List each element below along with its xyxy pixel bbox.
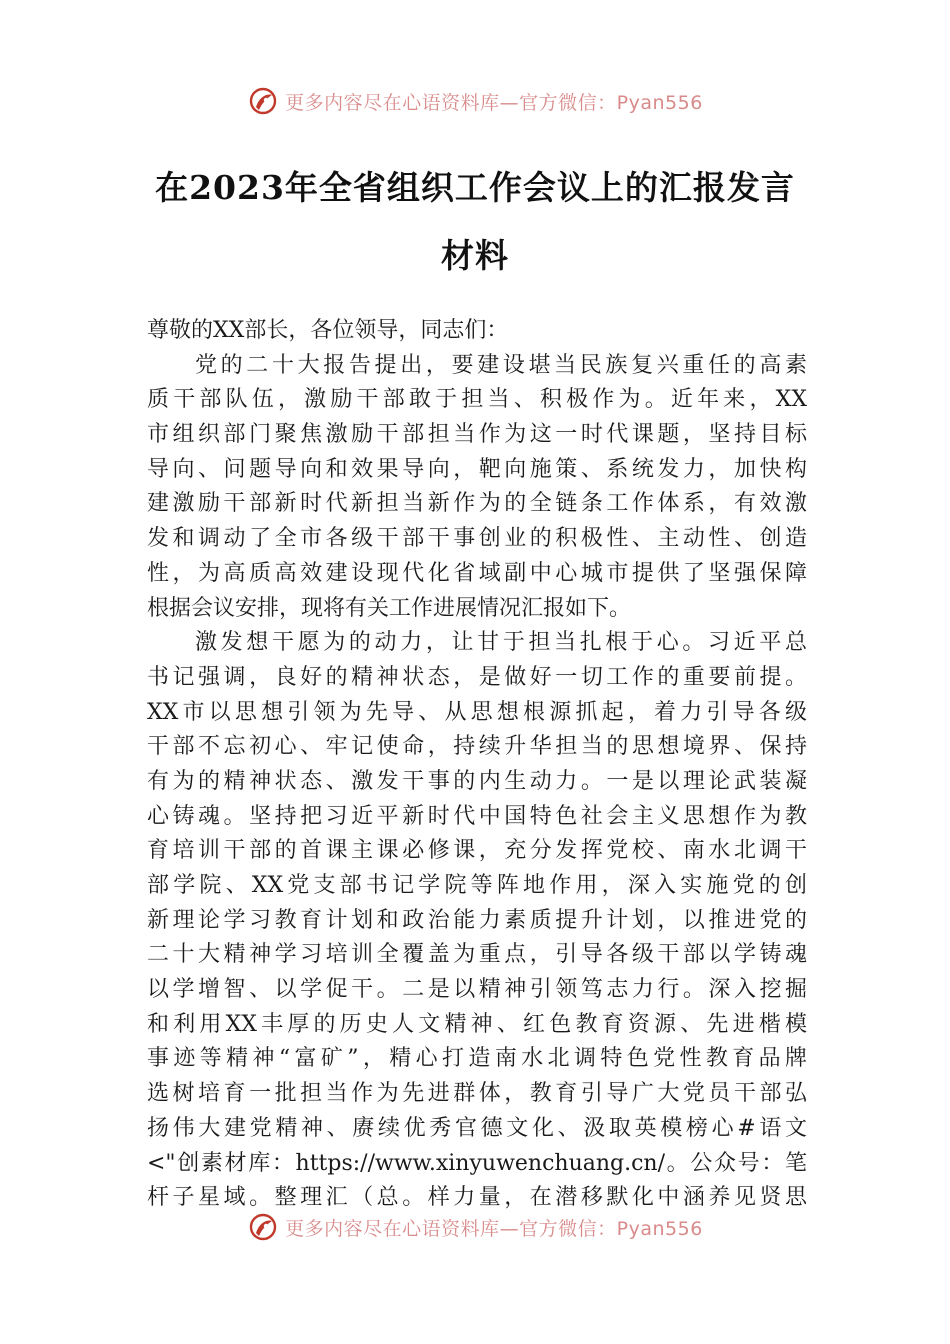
paragraph-line: 性，为高质高效建设现代化省域副中心城市提供了坚强保障 [147, 560, 807, 586]
paragraph-line: 以学增智、以学促干。二是以精神引领笃志力行。深入挖掘 [147, 977, 807, 1003]
logo-icon [247, 1211, 279, 1243]
paragraph-line: 新理论学习教育计划和政治能力素质提升计划，以推进党的 [147, 907, 807, 933]
paragraph-line: 书记强调，良好的精神状态，是做好一切工作的重要前提。 [147, 664, 807, 690]
paragraph-line: XX市以思想引领为先导、从思想根源抓起，着力引导各级 [147, 699, 807, 725]
paragraph-line: 干部不忘初心、牢记使命，持续升华担当的思想境界、保持 [147, 734, 807, 760]
paragraph-line: 心铸魂。坚持把习近平新时代中国特色社会主义思想作为教 [147, 803, 807, 829]
watermark-header [0, 84, 950, 118]
paragraph-line: 导向、问题导向和效果导向，靶向施策、系统发力，加快构 [147, 456, 807, 482]
paragraph-line: 发和调动了全市各级干部干事创业的积极性、主动性、创造 [147, 526, 807, 552]
paragraph-line: 激发想干愿为的动力，让甘于担当扎根于心。习近平总 [195, 630, 807, 656]
paragraph-line: <"创素材库：https://www.xinyuwenchuang.cn/。公众号：笔 [147, 1150, 807, 1176]
paragraph-line: 选树培育一批担当作为先进群体，教育引导广大党员干部弘 [147, 1081, 807, 1107]
document-title: 在2023年全省组织工作会议上的汇报发言 [155, 168, 795, 207]
paragraph-line: 事迹等精神“富矿”，精心打造南水北调特色党性教育品牌 [147, 1046, 807, 1072]
paragraph-line: 质干部队伍，激励干部敢于担当、积极作为。近年来，XX [147, 387, 807, 413]
paragraph-line: 扬伟大建党精神、赓续优秀官德文化、汲取英模榜心#语文 [147, 1115, 807, 1141]
watermark-footer [0, 1210, 950, 1244]
paragraph-line: 有为的精神状态、激发干事的内生动力。一是以理论武装凝 [147, 768, 807, 794]
paragraph-line: 杆子星域。整理汇（总。样力量，在潜移默化中涵养见贤思 [147, 1185, 807, 1211]
paragraph-line: 根据会议安排，现将有关工作进展情况汇报如下。 [147, 595, 632, 621]
paragraph-line: 市组织部门聚焦激励干部担当作为这一时代课题，坚持目标 [147, 422, 807, 448]
paragraph-line: 党的二十大报告提出，要建设堪当民族复兴重任的高素 [195, 352, 807, 378]
paragraph-line: 二十大精神学习培训全覆盖为重点，引导各级干部以学铸魂 [147, 942, 807, 968]
paragraph-line: 育培训干部的首课主课必修课，充分发挥党校、南水北调干 [147, 838, 807, 864]
logo-icon [247, 85, 279, 117]
paragraph-line: 建激励干部新时代新担当新作为的全链条工作体系，有效激 [147, 491, 807, 517]
salutation: 尊敬的XX部长，各位领导，同志们： [147, 318, 509, 343]
watermark-text: 更多内容尽在心语资料库—官方微信：Pyan556 [285, 1217, 703, 1240]
document-body [147, 314, 807, 1216]
paragraph-line: 部学院、XX党支部书记学院等阵地作用，深入实施党的创 [147, 873, 807, 898]
paragraph-line: 和利用XX丰厚的历史人文精神、红色教育资源、先进楷模 [147, 1011, 807, 1037]
document-title-continued: 材料 [441, 236, 509, 275]
watermark-text: 更多内容尽在心语资料库—官方微信：Pyan556 [285, 91, 703, 114]
